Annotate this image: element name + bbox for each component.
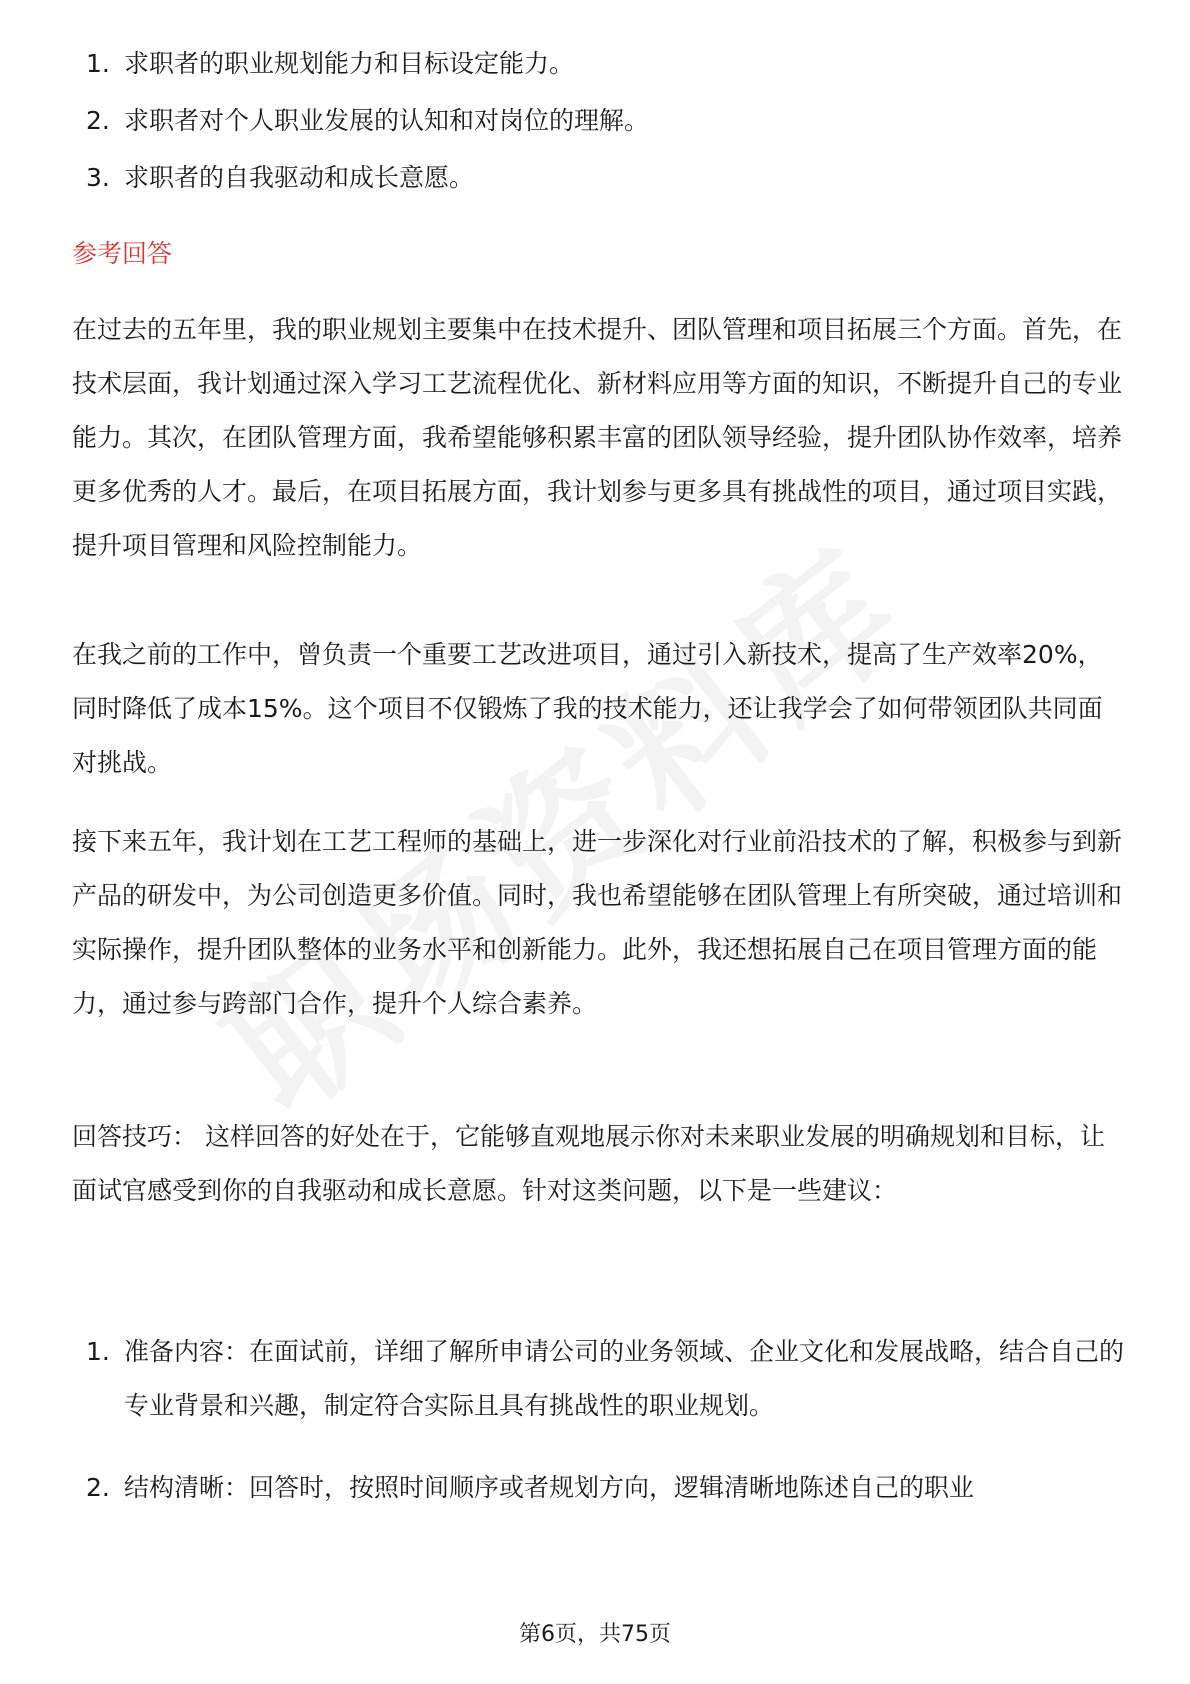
list-item — [72, 1461, 1124, 1515]
list-item — [72, 158, 649, 215]
list-text: 求职者的职业规划能力和目标设定能力。 — [124, 49, 575, 78]
tips-list — [72, 1325, 1124, 1515]
page-number-footer: 第6页，共75页 — [519, 1622, 671, 1647]
list-item — [72, 44, 649, 101]
list-item — [72, 101, 649, 158]
list-number: 2. — [86, 1473, 110, 1502]
list-text: 求职者的自我驱动和成长意愿。 — [124, 163, 475, 192]
answer-paragraph: 在过去的五年里，我的职业规划主要集中在技术提升、团队管理和项目拓展三个方面。首先，在技术层面，我计划通过深入学习工艺流程优化、新材料应用等方面的知识，不断提升自己的专业能力。其次，在团队管理方面，我希望能够积累丰富的团队领导经验，提升团队协作效率，培养更多优秀的人才。最后，在项目拓展方面，我计划参与更多具有挑战性的项目，通过项目实践，提升项目管理和风险控制能力。 — [72, 315, 1123, 560]
list-text: 准备内容：在面试前，详细了解所申请公司的业务领域、企业文化和发展战略，结合自己的专业背景和兴趣，制定符合实际且具有挑战性的职业规划。 — [124, 1337, 1125, 1420]
tips-intro-paragraph: 回答技巧： 这样回答的好处在于，它能够直观地展示你对未来职业发展的明确规划和目标，让面试官感受到你的自我驱动和成长意愿。针对这类问题，以下是一些建议： — [72, 1122, 1105, 1205]
evaluation-points-list — [72, 44, 649, 215]
answer-paragraph: 接下来五年，我计划在工艺工程师的基础上，进一步深化对行业前沿技术的了解，积极参与到新产品的研发中，为公司创造更多价值。同时，我也希望能够在团队管理上有所突破，通过培训和实际操作，提升团队整体的业务水平和创新能力。此外，我还想拓展自己在项目管理方面的能力，通过参与跨部门合作，提升个人综合素养。 — [72, 827, 1123, 1018]
list-text: 结构清晰：回答时，按照时间顺序或者规划方向，逻辑清晰地陈述自己的职业 — [124, 1473, 975, 1502]
list-item — [72, 1325, 1124, 1433]
answer-paragraph: 在我之前的工作中，曾负责一个重要工艺改进项目，通过引入新技术，提高了生产效率20%，同时降低了成本15%。这个项目不仅锻炼了我的技术能力，还让我学会了如何带领团队共同面对挑战。 — [72, 640, 1103, 777]
section-heading: 参考回答 — [72, 239, 173, 268]
list-text: 求职者对个人职业发展的认知和对岗位的理解。 — [124, 106, 650, 135]
list-number: 1. — [86, 49, 110, 78]
list-number: 3. — [86, 163, 110, 192]
list-number: 1. — [86, 1337, 110, 1366]
list-number: 2. — [86, 106, 110, 135]
